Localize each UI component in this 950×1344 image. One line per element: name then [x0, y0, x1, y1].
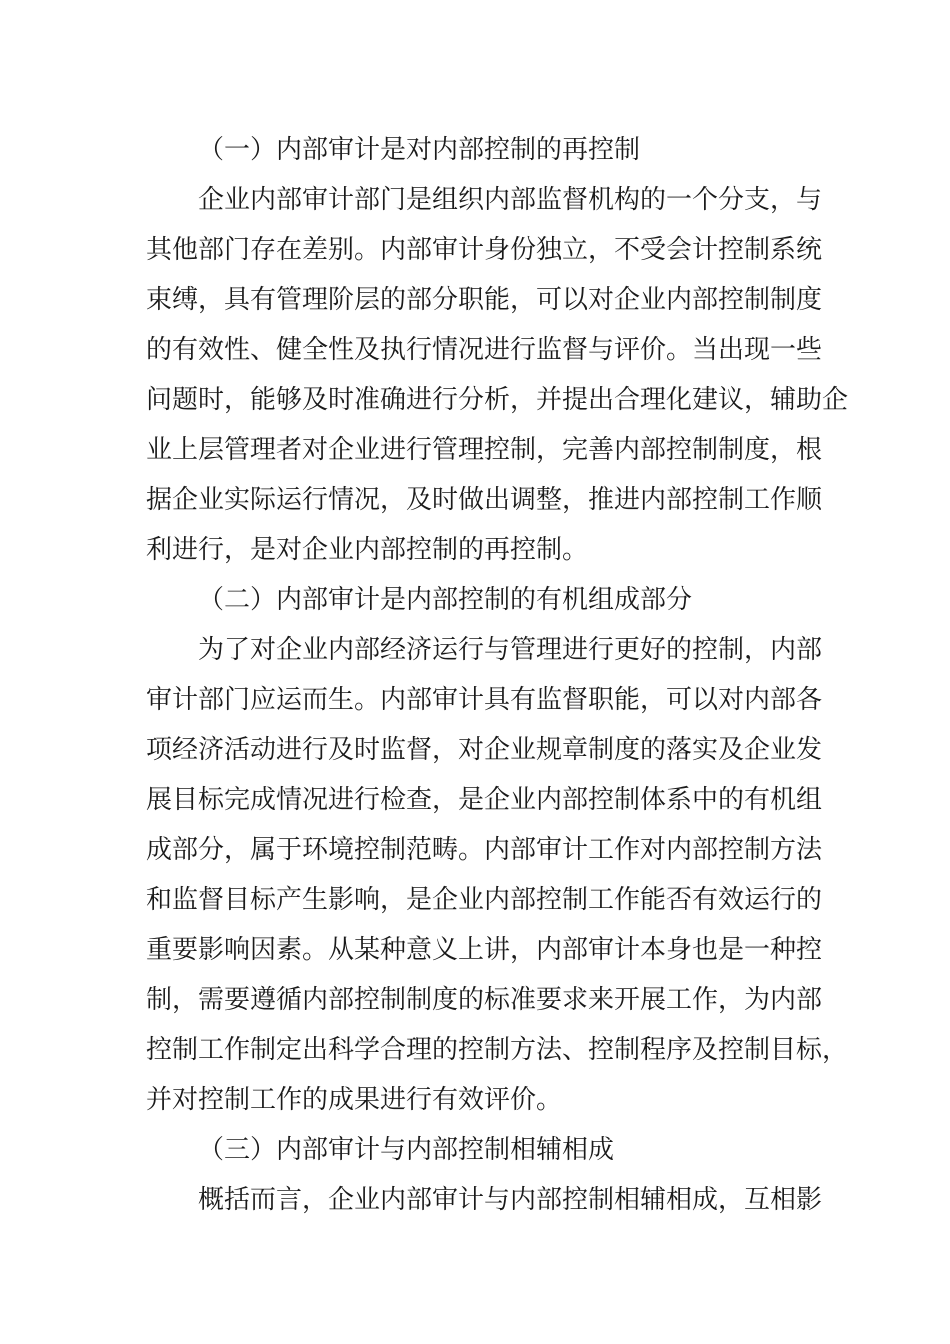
paragraph-line: 利进行，是对企业内部控制的再控制。: [146, 535, 589, 565]
paragraph-line: 和监督目标产生影响，是企业内部控制工作能否有效运行的: [146, 885, 823, 915]
paragraph-line: 控制工作制定出科学合理的控制方法、控制程序及控制目标，: [146, 1035, 849, 1065]
paragraph-line: 问题时，能够及时准确进行分析，并提出合理化建议，辅助企: [146, 385, 849, 415]
paragraph-line: 束缚，具有管理阶层的部分职能，可以对企业内部控制制度: [146, 285, 823, 315]
section-heading-2: （二）内部审计是内部控制的有机组成部分: [198, 585, 693, 615]
paragraph-line: 企业内部审计部门是组织内部监督机构的一个分支，与: [198, 185, 823, 215]
paragraph-line: 项经济活动进行及时监督，对企业规章制度的落实及企业发: [146, 735, 823, 765]
paragraph-line: 其他部门存在差别。内部审计身份独立，不受会计控制系统: [146, 235, 823, 265]
section-heading-1: （一）内部审计是对内部控制的再控制: [198, 135, 641, 165]
paragraph-line: 据企业实际运行情况，及时做出调整，推进内部控制工作顺: [146, 485, 823, 515]
paragraph-line: 成部分，属于环境控制范畴。内部审计工作对内部控制方法: [146, 835, 823, 865]
paragraph-line: 为了对企业内部经济运行与管理进行更好的控制，内部: [198, 635, 823, 665]
paragraph-line: 的有效性、健全性及执行情况进行监督与评价。当出现一些: [146, 335, 823, 365]
section-heading-3: （三）内部审计与内部控制相辅相成: [198, 1135, 615, 1165]
paragraph-line: 展目标完成情况进行检查，是企业内部控制体系中的有机组: [146, 785, 823, 815]
paragraph-line: 业上层管理者对企业进行管理控制，完善内部控制制度，根: [146, 435, 823, 465]
paragraph-line: 审计部门应运而生。内部审计具有监督职能，可以对内部各: [146, 685, 823, 715]
paragraph-line: 重要影响因素。从某种意义上讲，内部审计本身也是一种控: [146, 935, 823, 965]
paragraph-line: 并对控制工作的成果进行有效评价。: [146, 1085, 563, 1115]
paragraph-line: 制，需要遵循内部控制制度的标准要求来开展工作，为内部: [146, 985, 823, 1015]
paragraph-line: 概括而言，企业内部审计与内部控制相辅相成，互相影: [198, 1185, 823, 1215]
